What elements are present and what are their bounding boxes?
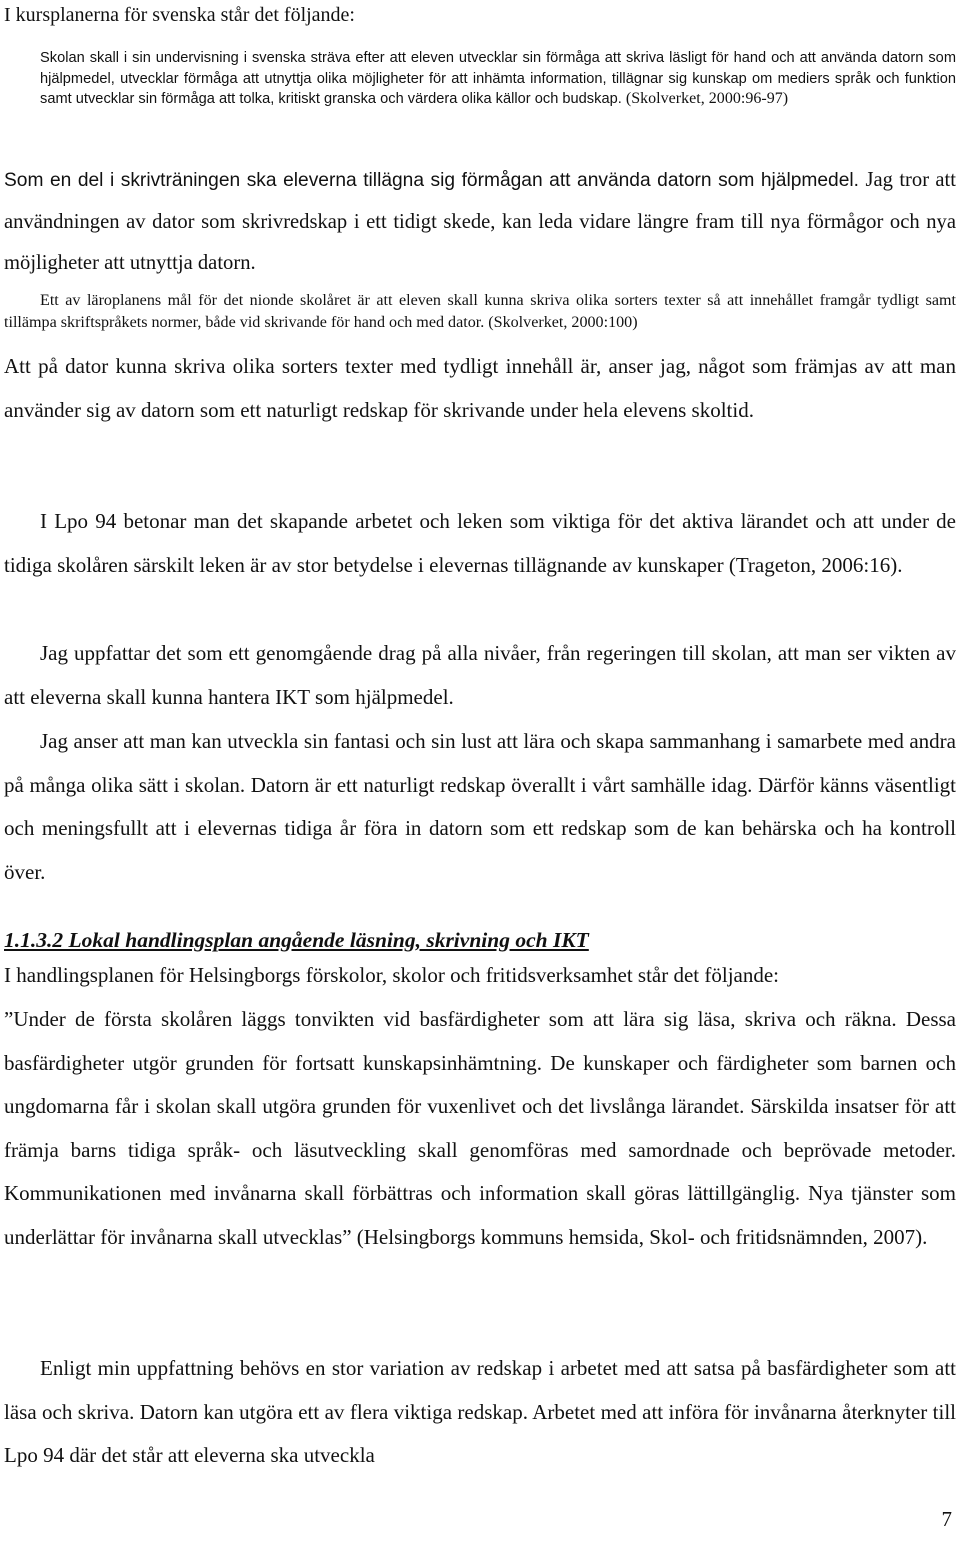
quote-text: Skolan skall i sin undervisning i svenska sträva efter att eleven utvecklar sin förmåga att skriva läsligt för hand och att använda datorn som hjälpmedel, utvecklar förmåga att utnyttja olika möjligheter för att inhämta information, tillägnar sig kunskap om mediers språk och funktion samt utvecklar sin förmåga att tolka, kritiskt granska och värdera olika källor och budskap. bbox=[40, 50, 956, 107]
paragraph-lpo94: I Lpo 94 betonar man det skapande arbetet och leken som viktiga för det aktiva lärandet och att under de tidiga skolåren särskilt leken är av stor betydelse i elevernas tillägnande av kunskaper (Trageton, 2006:16). bbox=[4, 509, 956, 577]
paragraph-skriva-texter: Att på dator kunna skriva olika sorters texter med tydligt innehåll är, anser jag, något som främjas av att man använder sig av datorn som ett naturligt redskap för skrivande under hela elevens skoltid. bbox=[4, 354, 956, 422]
block-quote-handlingsplan: ”Under de första skolåren läggs tonvikten vid basfärdigheter som att lära sig läsa, skriva och räkna. Dessa basfärdigheter utgör grunden för fortsatt kunskapsinhämtning. De kunskaper och färdigheter som barnen och ungdomarna får i skolan skall utgöra grunden för vuxenlivet och det livslånga lärandet. Särskilda insatser för att främja barns tidiga språk- och läsutveckling skall genomföras med samordnade och beprövade metoder. Kommunikationen med invånarna skall förbättras och information skall göras lättillgänglig. Nya tjänster som underlättar för invånarna skall utvecklas” (Helsingborgs kommuns hemsida, Skol- och fritidsnämnden, 2007). bbox=[4, 1007, 956, 1249]
paragraph-skrivtraning bbox=[4, 160, 956, 285]
paragraph-sans-text: Som en del i skrivträningen ska eleverna tillägna sig förmågan att använda datorn som hjälpmedel. bbox=[4, 170, 859, 191]
section-heading: 1.1.3.2 Lokal handlingsplan angående läsning, skrivning och IKT bbox=[4, 928, 589, 952]
intro-line: I kursplanerna för svenska står det följande: bbox=[4, 4, 355, 26]
block-quote-kursplan bbox=[40, 48, 956, 110]
paragraph-fantasi: Jag anser att man kan utveckla sin fantasi och sin lust att lära och skapa sammanhang i samarbete med andra på många olika sätt i skolan. Datorn är ett naturligt redskap överallt i vårt samhälle idag. Därför känns väsentligt och meningsfullt att i elevernas tidiga år föra in datorn som ett redskap som de kan behärska och ha kontroll över. bbox=[4, 729, 956, 884]
page-number: 7 bbox=[941, 1507, 952, 1531]
quote-text: Ett av läroplanens mål för det nionde skolåret är att eleven skall kunna skriva olika sorters texter så att innehållet framgår tydligt samt tillämpa skriftspråkets normer, både vid skrivande för hand och med dator. bbox=[4, 292, 956, 331]
quote-citation: (Skolverket, 2000:100) bbox=[488, 314, 638, 331]
paragraph-handlingsplan-intro: I handlingsplanen för Helsingborgs förskolor, skolor och fritidsverksamhet står det följande: bbox=[4, 963, 780, 987]
paragraph-redskap: Enligt min uppfattning behövs en stor variation av redskap i arbetet med att satsa på basfärdigheter som att läsa och skriva. Datorn kan utgöra ett av flera viktiga redskap. Arbetet med att införa för invånarna återknyter till Lpo 94 där det står att eleverna ska utveckla bbox=[4, 1356, 956, 1467]
paragraph-serif-text: Jag tror att användningen av dator som skrivredskap i ett tidigt skede, kan leda vidare längre fram till nya förmågor och nya möjligheter att utnyttja datorn. bbox=[4, 169, 956, 274]
quote-citation: (Skolverket, 2000:96-97) bbox=[625, 90, 789, 107]
paragraph-ikt: Jag uppfattar det som ett genomgående drag på alla nivåer, från regeringen till skolan, att man ser vikten av att eleverna skall kunna hantera IKT som hjälpmedel. bbox=[4, 641, 956, 709]
block-quote-laroplan bbox=[4, 290, 956, 334]
